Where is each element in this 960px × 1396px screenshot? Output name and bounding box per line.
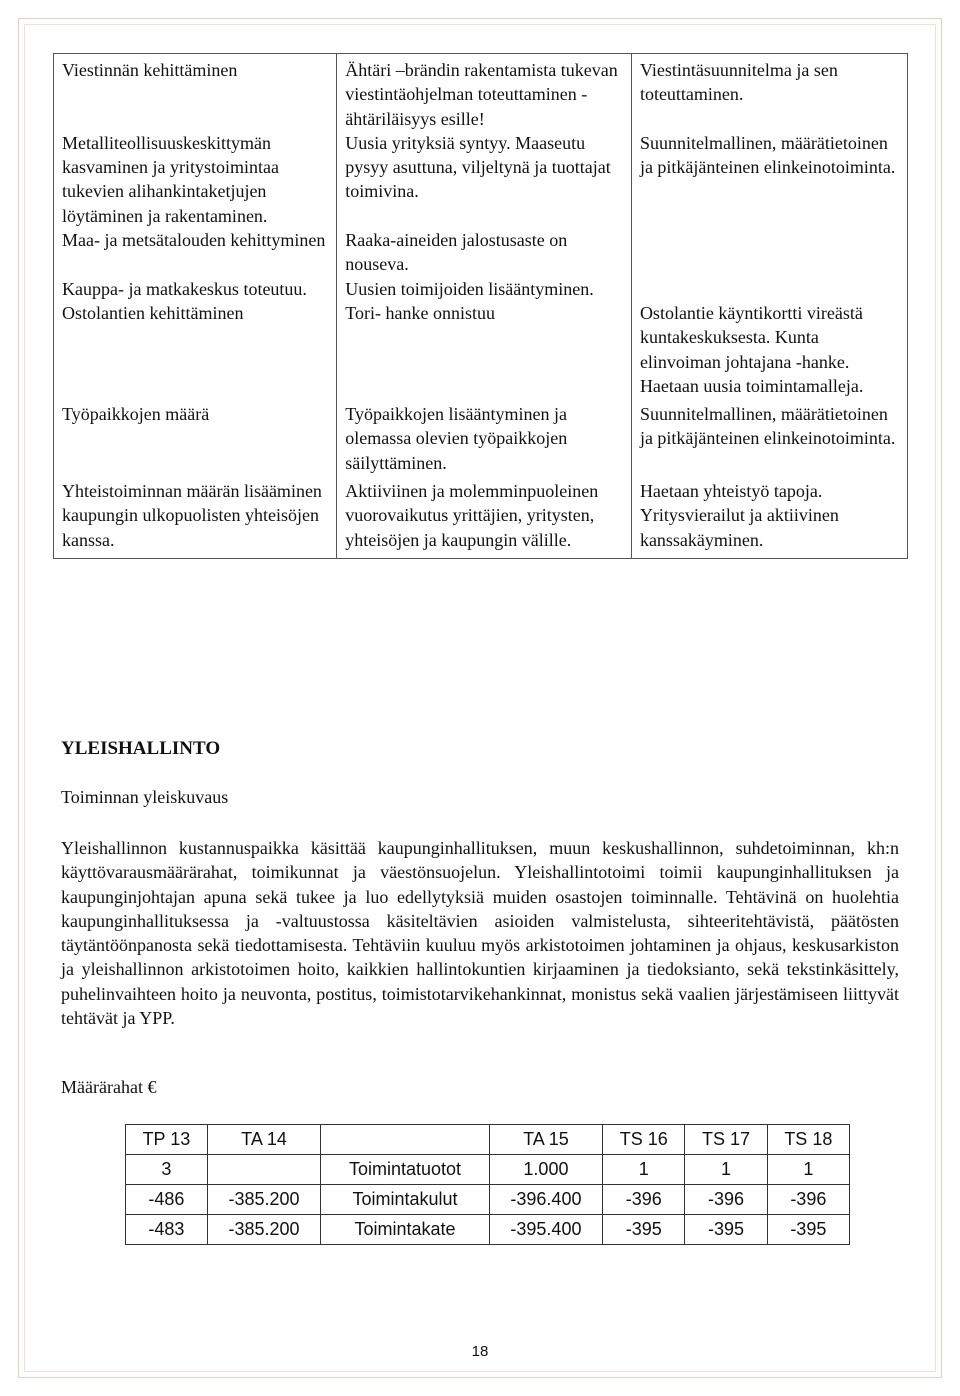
measure-cell (631, 228, 907, 277)
budget-cell (207, 1155, 320, 1185)
budget-cell: -396.400 (489, 1185, 602, 1215)
measure-cell: Haetaan yhteistyö tapoja. Yritysvierailut ja aktiivinen kanssakäyminen. (639, 481, 839, 550)
budget-cell: -396 (685, 1185, 767, 1215)
budget-cell: -385.200 (207, 1215, 320, 1245)
budget-cell: 1 (767, 1155, 849, 1185)
target-cell: Uusien toimijoiden lisääntyminen. (337, 277, 632, 301)
budget-cell: Toimintakulut (321, 1185, 490, 1215)
target-cell: Ähtäri –brändin rakentamista tukevan viestintäohjelman toteuttaminen - ähtäriläisyys esille! (337, 54, 632, 131)
table-row (54, 475, 908, 558)
budget-cell: -385.200 (207, 1185, 320, 1215)
goal-cell: Kauppa- ja matkakeskus toteutuu. (54, 277, 337, 301)
budget-label: Määrärahat € (61, 1077, 157, 1097)
target-cell: Raaka-aineiden jalostusaste on nouseva. (337, 228, 632, 277)
header-cell: TA 14 (207, 1125, 320, 1155)
description-paragraph: Yleishallinnon kustannuspaikka käsittää kaupunginhallituksen, muun keskushallinnon, suhdetoiminnan, kh:n käyttövarausmäärärahat, toimikunnat ja väestönsuojelun. Yleishallintotoimi toimii kaupunginhallituksen ja kaupunginjohtajan apuna sekä tukee ja luo edellytyksiä muiden osastojen toiminnalle. Tehtävinä on huolehtia kaupunginhallituksessa ja -valtuustossa käsiteltävien asioiden valmistelusta, sihteeritehtävistä, päätösten täytäntöönpanosta sekä tiedottamisesta. Tehtäviin kuuluu myös arkistotoimen johtaminen ja ohjaus, keskusarkiston ja yleishallinnon arkistotoimen hoito, kaikkien hallintokuntien kirjaaminen ja tiedoksianto, sekä tekstinkäsittely, puhelinvaihteen hoito ja neuvonta, postitus, toimistotarvikehankinnat, monistus sekä vaalien järjestämiseen liittyvät tehtävät ja YPP. (61, 838, 899, 1029)
budget-cell: -395 (767, 1215, 849, 1245)
budget-table (125, 1124, 850, 1245)
budget-cell: -486 (126, 1185, 208, 1215)
section-heading: YLEISHALLINTO (61, 738, 221, 759)
budget-cell: -395.400 (489, 1215, 602, 1245)
measure-cell: Ostolantie käyntikortti vireästä kuntakeskuksesta. Kunta elinvoiman johtajana -hanke. Haetaan uusia toimintamalleja. (639, 302, 864, 396)
budget-row (126, 1215, 850, 1245)
measure-cell: Viestintäsuunnitelma ja sen toteuttaminen. (639, 60, 838, 105)
budget-cell: -396 (603, 1185, 685, 1215)
table-row (54, 301, 908, 398)
header-cell: TP 13 (126, 1125, 208, 1155)
header-cell: TS 17 (685, 1125, 767, 1155)
goal-cell: Ostolantien kehittäminen (54, 301, 337, 398)
measure-cell: Suunnitelmallinen, määrätietoinen ja pitkäjänteinen elinkeinotoiminta. (639, 404, 896, 449)
page-number: 18 (471, 1343, 489, 1360)
budget-row (126, 1185, 850, 1215)
target-cell: Uusia yrityksiä syntyy. Maaseutu pysyy asuttuna, viljeltynä ja tuottajat toimivina. (337, 131, 632, 228)
table-row (54, 277, 908, 301)
budget-cell: Toimintatuotot (321, 1155, 490, 1185)
section-subheading: Toiminnan yleiskuvaus (61, 787, 229, 807)
target-cell: Aktiiviinen ja molemminpuoleinen vuorovaikutus yrittäjien, yritysten, yhteisöjen ja kaupungin välille. (337, 475, 632, 558)
budget-cell: -396 (767, 1185, 849, 1215)
budget-cell: Toimintakate (321, 1215, 490, 1245)
goal-cell: Viestinnän kehittäminen (54, 54, 337, 131)
goals-table (53, 53, 908, 559)
budget-cell: -395 (603, 1215, 685, 1245)
goal-cell: Maa- ja metsätalouden kehittyminen (54, 228, 337, 277)
budget-header-row (126, 1125, 850, 1155)
goal-cell: Työpaikkojen määrä (54, 398, 337, 475)
header-cell (321, 1125, 490, 1155)
table-row (54, 54, 908, 131)
budget-cell: 1.000 (489, 1155, 602, 1185)
budget-cell: 3 (126, 1155, 208, 1185)
target-cell: Työpaikkojen lisääntyminen ja olemassa olevien työpaikkojen säilyttäminen. (337, 398, 632, 475)
table-row (54, 131, 908, 228)
table-row (54, 228, 908, 277)
budget-cell: -395 (685, 1215, 767, 1245)
table-row (54, 398, 908, 475)
budget-cell: 1 (603, 1155, 685, 1185)
measure-cell (631, 277, 907, 301)
header-cell: TS 18 (767, 1125, 849, 1155)
header-cell: TA 15 (489, 1125, 602, 1155)
budget-cell: 1 (685, 1155, 767, 1185)
budget-row (126, 1155, 850, 1185)
target-cell: Tori- hanke onnistuu (337, 301, 632, 398)
goal-cell: Yhteistoiminnan määrän lisääminen kaupungin ulkopuolisten yhteisöjen kanssa. (54, 475, 337, 558)
measure-cell: Suunnitelmallinen, määrätietoinen ja pitkäjänteinen elinkeinotoiminta. (639, 132, 896, 178)
budget-cell: -483 (126, 1215, 208, 1245)
goal-cell: Metalliteollisuuskeskittymän kasvaminen ja yritystoimintaa tukevien alihankintaketjujen löytäminen ja rakentaminen. (54, 131, 337, 228)
header-cell: TS 16 (603, 1125, 685, 1155)
